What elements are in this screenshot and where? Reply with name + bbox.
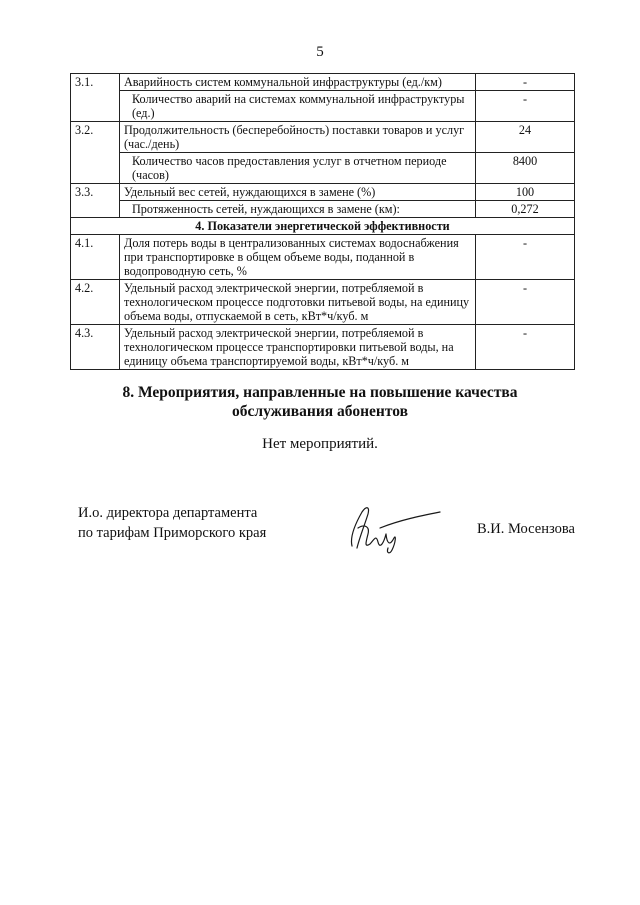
indicator-description: Удельный расход электрической энергии, потребляемой в технологическом процессе транспортировки питьевой воды, на единицу объема транспортируемой воды, кВт*ч/куб. м — [120, 325, 476, 370]
signer-name: В.И. Мосензова — [477, 521, 575, 537]
indicator-number: 4.1. — [71, 235, 120, 280]
indicator-number: 3.3. — [71, 184, 120, 218]
indicator-row — [71, 235, 575, 280]
sub-indicator-row — [71, 201, 575, 218]
indicator-description: Протяженность сетей, нуждающихся в замене (км): — [120, 201, 476, 218]
indicator-row — [71, 325, 575, 370]
indicator-number: 3.2. — [71, 122, 120, 184]
indicator-description: Количество часов предоставления услуг в отчетном периоде (часов) — [120, 153, 476, 184]
indicator-row — [71, 74, 575, 91]
no-events-text: Нет мероприятий. — [262, 436, 378, 452]
indicator-value: - — [476, 91, 575, 122]
signer-position-line1: И.о. директора департамента — [78, 505, 258, 521]
sub-indicator-row — [71, 91, 575, 122]
indicator-row — [71, 280, 575, 325]
indicator-description: Количество аварий на системах коммунальной инфраструктуры (ед.) — [120, 91, 476, 122]
section-8-title-line1: 8. Мероприятия, направленные на повышение качества — [122, 384, 518, 401]
indicators-table — [70, 73, 575, 370]
section-8-title-line2: обслуживания абонентов — [232, 403, 408, 420]
indicator-value: 8400 — [476, 153, 575, 184]
indicator-row — [71, 184, 575, 201]
indicator-value: - — [476, 280, 575, 325]
indicators-table-body — [71, 74, 575, 370]
section-header-cell: 4. Показатели энергетической эффективности — [71, 218, 575, 235]
indicator-description: Доля потерь воды в централизованных системах водоснабжения при транспортировке в общем объеме воды, поданной в водопроводную сеть, % — [120, 235, 476, 280]
signer-position-line2: по тарифам Приморского края — [78, 525, 267, 541]
indicator-row — [71, 122, 575, 153]
section-header-row — [71, 218, 575, 235]
indicator-number: 3.1. — [71, 74, 120, 122]
signer-position — [78, 503, 266, 543]
indicator-number: 4.2. — [71, 280, 120, 325]
indicator-value: 100 — [476, 184, 575, 201]
indicator-description: Аварийность систем коммунальной инфраструктуры (ед./км) — [120, 74, 476, 91]
handwritten-signature — [340, 498, 450, 558]
indicator-value: 24 — [476, 122, 575, 153]
indicator-description: Удельный вес сетей, нуждающихся в замене (%) — [120, 184, 476, 201]
page-number: 5 — [316, 44, 324, 60]
indicator-description: Продолжительность (бесперебойность) поставки товаров и услуг (час./день) — [120, 122, 476, 153]
indicator-value: - — [476, 325, 575, 370]
section-8-heading — [0, 383, 640, 421]
indicator-value: 0,272 — [476, 201, 575, 218]
sub-indicator-row — [71, 153, 575, 184]
indicator-value: - — [476, 235, 575, 280]
indicator-value: - — [476, 74, 575, 91]
indicator-description: Удельный расход электрической энергии, потребляемой в технологическом процессе подготовки питьевой воды, на единицу объема воды, отпускаемой в сеть, кВт*ч/куб. м — [120, 280, 476, 325]
indicator-number: 4.3. — [71, 325, 120, 370]
